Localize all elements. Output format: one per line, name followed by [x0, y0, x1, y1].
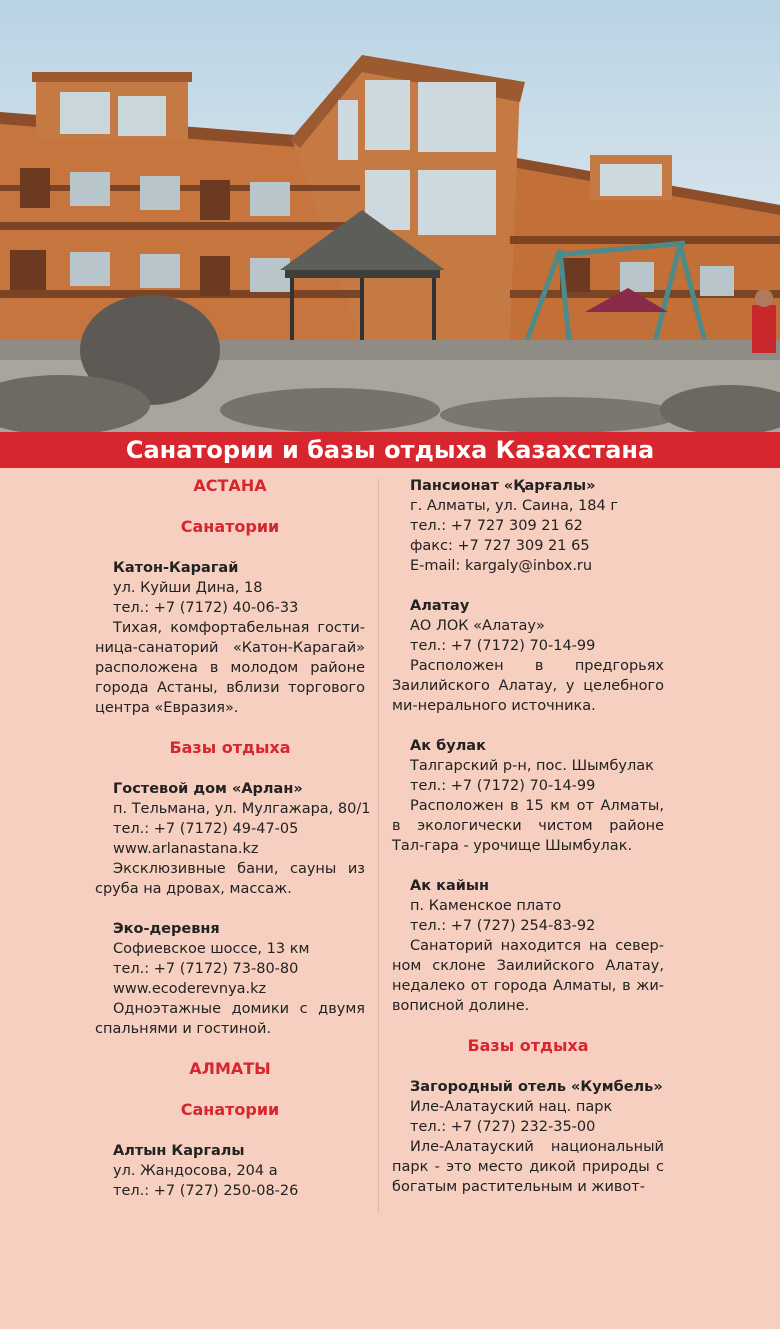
page-title: Санатории и базы отдыха Казахстана — [125, 436, 655, 464]
category-heading-resorts: Базы отдыха — [467, 1036, 589, 1055]
listing-kargaly — [392, 476, 664, 576]
listing-name: Загородный отель «Кумбель» — [410, 1079, 663, 1095]
listing-description: Тихая, комфортабельная гости-ница-санаторий «Катон-Карагай» расположена в молодом районе города Астаны, вблизи торгового центра «Евразия». — [95, 620, 365, 716]
listing-katon-karagay — [95, 558, 365, 718]
category-heading-sanatoria: Санатории — [180, 1100, 280, 1119]
listing-ak-bulak — [392, 736, 664, 856]
left-column — [95, 476, 371, 1221]
listing-email: E-mail: kargaly@inbox.ru — [410, 558, 593, 574]
listing-name: Катон-Карагай — [113, 560, 239, 576]
listing-description: Одноэтажные домики с двумя спальнями и гостиной. — [95, 1001, 365, 1037]
listing-phone: тел.: +7 (7172) 70-14-99 — [410, 778, 596, 794]
listing-name: Пансионат «Қарғалы» — [410, 478, 596, 494]
listing-organization: АО ЛОК «Алатау» — [410, 618, 545, 634]
listing-address: Иле-Алатауский нац. парк — [410, 1099, 613, 1115]
listing-name: Ак булак — [410, 738, 486, 754]
column-divider — [378, 478, 379, 1213]
listing-phone: тел.: +7 (727) 254-83-92 — [410, 918, 596, 934]
listing-address: п. Каменское плато — [410, 898, 562, 914]
category-heading-sanatoria: Санатории — [180, 517, 280, 536]
right-column — [392, 476, 664, 1217]
listing-address: Талгарский р-н, пос. Шымбулак — [410, 758, 654, 774]
listing-phone: тел.: +7 (7172) 70-14-99 — [410, 638, 596, 654]
listing-arlan — [95, 779, 371, 899]
listing-ak-kayin — [392, 876, 664, 1016]
listing-phone: тел.: +7 (727) 250-08-26 — [113, 1183, 299, 1199]
listing-kumbel — [392, 1077, 664, 1197]
listing-altyn-kargaly — [95, 1141, 365, 1201]
listing-website: www.arlanastana.kz — [113, 841, 259, 857]
listing-phone: тел.: +7 727 309 21 62 — [410, 518, 583, 534]
listing-name: Ак кайын — [410, 878, 490, 894]
listing-phone: тел.: +7 (7172) 49-47-05 — [113, 821, 299, 837]
listing-address: Софиевское шоссе, 13 км — [113, 941, 310, 957]
listing-description: Расположен в предгорьях Заилийского Алатау, у целебного ми-нерального источника. — [392, 658, 664, 714]
listing-description: Расположен в 15 км от Алматы, в экологически чистом районе Тал-гара - урочище Шымбулак. — [392, 798, 664, 854]
listing-address: г. Алматы, ул. Саина, 184 г — [410, 498, 618, 514]
listing-address: п. Тельмана, ул. Мулгажара, 80/1 — [113, 801, 371, 817]
listing-name: Гостевой дом «Арлан» — [113, 781, 303, 797]
listing-phone: тел.: +7 (7172) 40-06-33 — [113, 600, 299, 616]
listing-eco-village — [95, 919, 365, 1039]
listing-description: Санаторий находится на север-ном склоне Заилийского Алатау, недалеко от города Алматы, в жи-вописной долине. — [392, 938, 664, 1014]
listing-address: ул. Жандосова, 204 а — [113, 1163, 278, 1179]
city-heading-astana: АСТАНА — [193, 476, 267, 495]
listing-description: Эксклюзивные бани, сауны из сруба на дровах, массаж. — [95, 861, 365, 897]
listing-website: www.ecoderevnya.kz — [113, 981, 267, 997]
listing-phone: тел.: +7 (7172) 73-80-80 — [113, 961, 299, 977]
resort-photo — [0, 0, 780, 432]
category-heading-resorts: Базы отдыха — [169, 738, 291, 757]
city-heading-almaty: АЛМАТЫ — [189, 1059, 271, 1078]
listing-name: Алатау — [410, 598, 470, 614]
listing-alatau — [392, 596, 664, 716]
listing-fax: факс: +7 727 309 21 65 — [410, 538, 590, 554]
listing-phone: тел.: +7 (727) 232-35-00 — [410, 1119, 596, 1135]
listing-address: ул. Куйши Дина, 18 — [113, 580, 263, 596]
listing-description: Иле-Алатауский национальный парк - это место дикой природы с богатым растительным и живот- — [392, 1139, 664, 1195]
listing-name: Алтын Каргалы — [113, 1143, 245, 1159]
listing-name: Эко-деревня — [113, 921, 220, 937]
